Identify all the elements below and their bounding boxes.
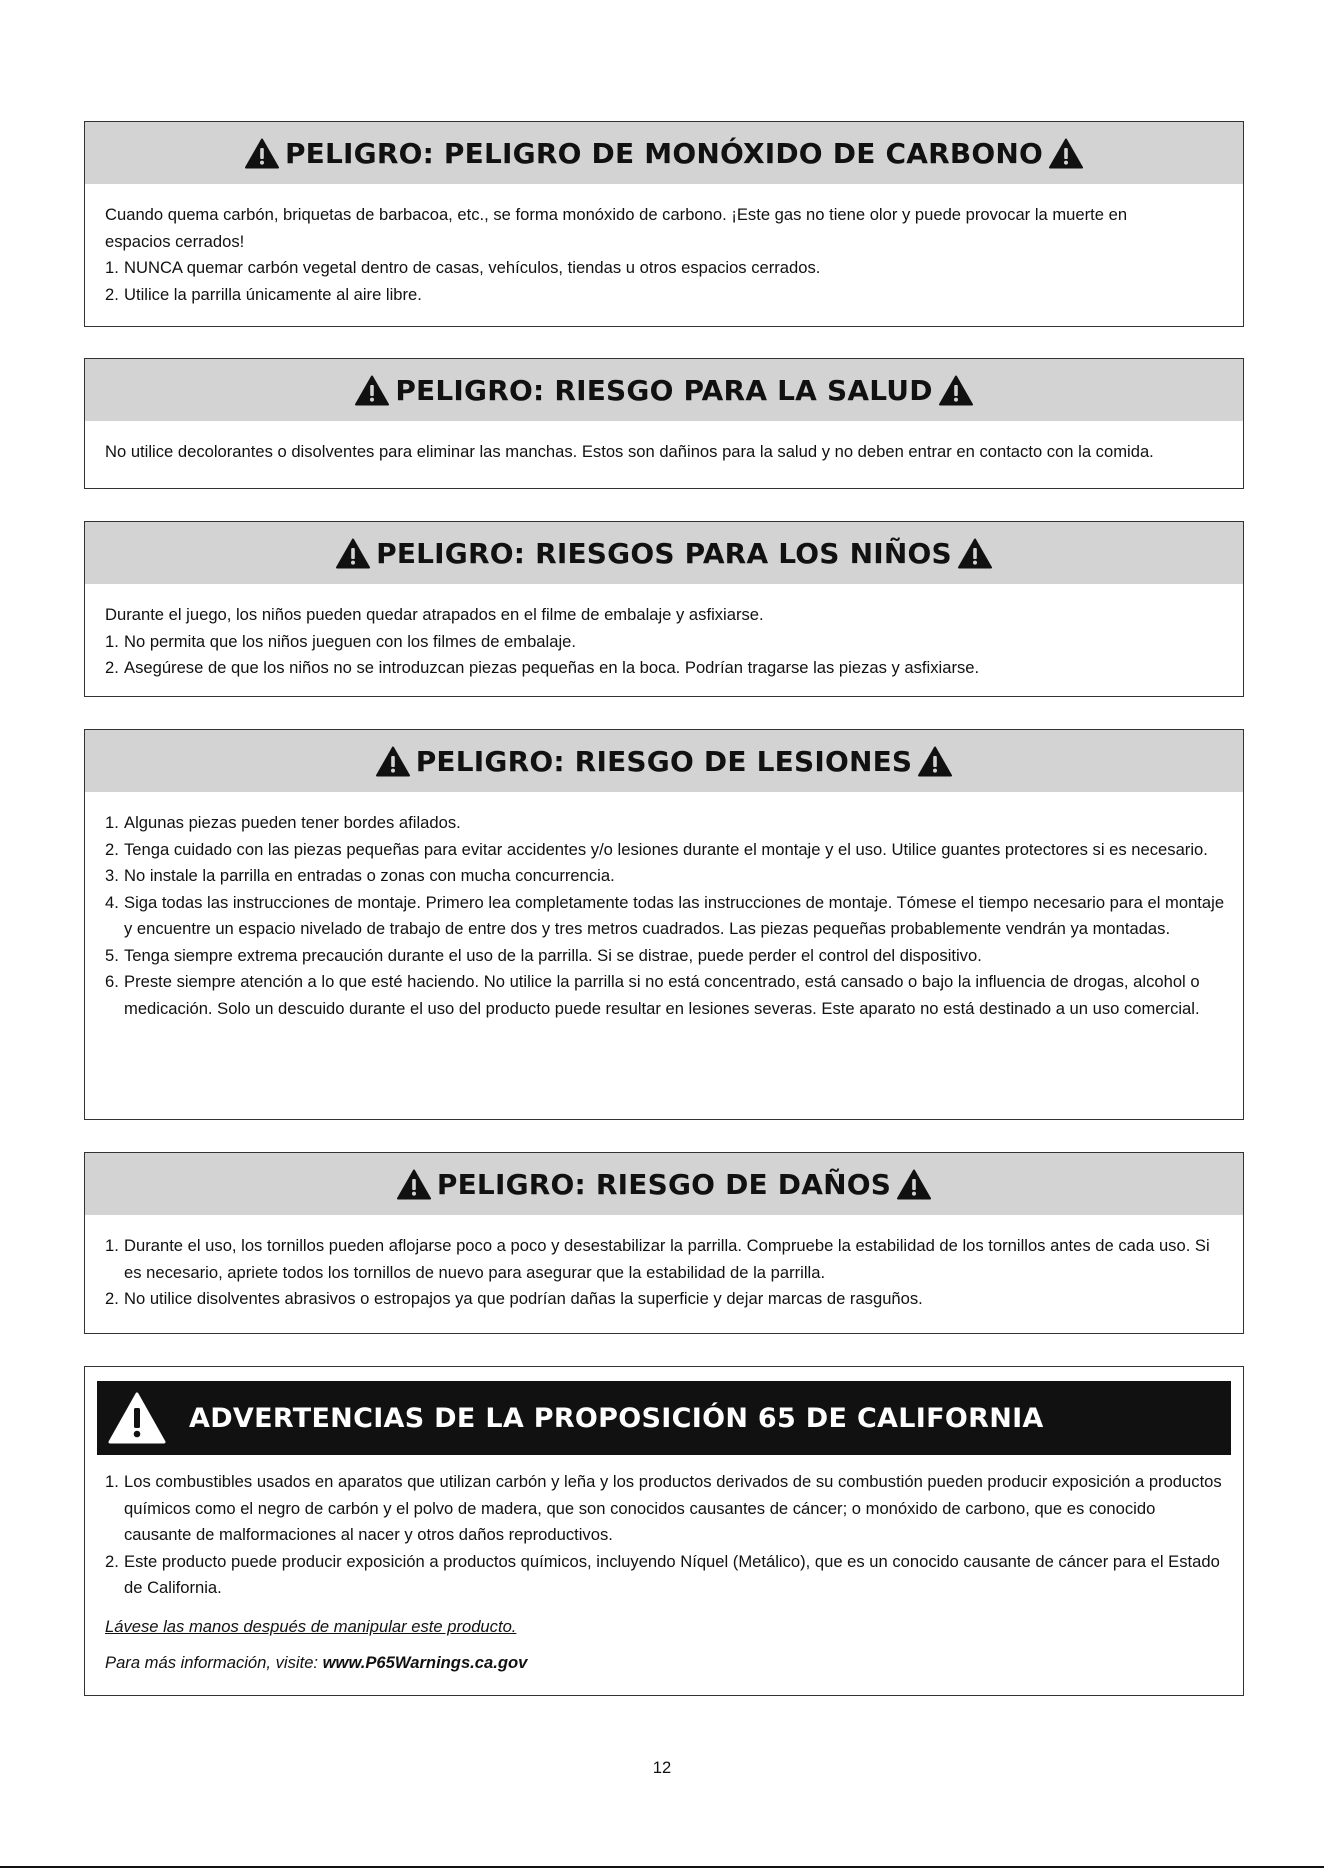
item-text: Asegúrese de que los niños no se introduzcan piezas pequeñas en la boca. Podrían tragarse las piezas y asfixiarse. [124, 658, 980, 677]
warning-body [85, 584, 1243, 696]
list-item [105, 890, 1225, 943]
item-text: Este producto puede producir exposición a productos químicos, incluyendo Níquel (Metálico), que es un conocido causante de cáncer para el Estado de California. [124, 1551, 1220, 1597]
warning-box-health [84, 358, 1244, 489]
more-info-line [105, 1650, 1225, 1677]
wash-hands-notice: Lávese las manos después de manipular este producto. [105, 1616, 517, 1636]
list-item [105, 837, 1225, 864]
list-item [105, 810, 1225, 837]
item-number: 2. [105, 839, 119, 859]
item-number: 2. [105, 1289, 119, 1308]
warning-triangle-icon [107, 1391, 167, 1445]
warning-triangle-icon [245, 138, 279, 169]
warning-body [85, 792, 1243, 1036]
prop65-body [85, 1455, 1243, 1691]
item-number: 4. [105, 892, 119, 912]
warning-triangle-icon [1049, 138, 1083, 169]
item-number: 2. [105, 1551, 119, 1571]
prop65-title: ADVERTENCIAS DE LA PROPOSICIÓN 65 DE CALIFORNIA [189, 1402, 1044, 1434]
warning-box-children [84, 521, 1244, 697]
warning-box-damage [84, 1152, 1244, 1334]
warning-title: PELIGRO: RIESGOS PARA LOS NIÑOS [376, 536, 952, 570]
warning-header [85, 522, 1243, 584]
item-text: NUNCA quemar carbón vegetal dentro de casas, vehículos, tiendas u otros espacios cerrados. [124, 258, 821, 277]
warning-title: PELIGRO: RIESGO DE LESIONES [415, 744, 913, 778]
item-text: Algunas piezas pueden tener bordes afilados. [124, 813, 461, 832]
intro-line: Cuando quema carbón, briquetas de barbacoa, etc., se forma monóxido de carbono. ¡Este gas no tiene olor y puede provocar la muerte en [105, 205, 1128, 224]
list-item [105, 1549, 1225, 1602]
more-info-url: www.P65Warnings.ca.gov [322, 1653, 528, 1672]
warning-header [85, 122, 1243, 184]
item-text: Siga todas las instrucciones de montaje. Primero lea completamente todas las instrucciones de montaje. Tómese el tiempo necesario para el montaje y encuentre un espacio nivelado de trabajo de entre dos y tres metros cuadrados. Las piezas pequeñas probablemente vendrán ya montadas. [124, 892, 1225, 938]
warning-body [85, 421, 1243, 480]
warning-triangle-icon [939, 375, 973, 406]
list-item [105, 863, 1225, 890]
list-item [105, 1233, 1225, 1286]
warning-triangle-icon [958, 538, 992, 569]
warning-triangle-icon [376, 746, 410, 777]
item-text: No utilice disolventes abrasivos o estropajos ya que podrían dañas la superficie y dejar marcas de rasguños. [124, 1289, 923, 1308]
intro-line: espacios cerrados! [105, 231, 245, 251]
list-item [105, 282, 1225, 309]
list-item [105, 655, 1225, 682]
warning-header [85, 1153, 1243, 1215]
item-text: Los combustibles usados en aparatos que utilizan carbón y leña y los productos derivados de su combustión pueden producir exposición a productos químicos como el negro de carbón y el polvo de madera, que son conocidos causantes de cáncer; o monóxido de carbono, que es conocido causante de malformaciones al nacer y otros daños reproductivos. [124, 1472, 1222, 1544]
item-number: 5. [105, 945, 119, 965]
warning-triangle-icon [897, 1169, 931, 1200]
warning-triangle-icon [918, 746, 952, 777]
warning-title: PELIGRO: RIESGO PARA LA SALUD [395, 373, 933, 407]
item-number: 1. [105, 631, 119, 651]
more-info-prefix: Para más información, visite: [105, 1653, 323, 1672]
page-number: 12 [652, 1758, 672, 1777]
prop65-header [97, 1381, 1231, 1455]
item-number: 6. [105, 972, 119, 991]
list-item [105, 943, 1225, 970]
list-item [105, 969, 1225, 1022]
item-number: 3. [105, 866, 119, 885]
prop65-box [84, 1366, 1244, 1696]
warning-triangle-icon [336, 538, 370, 569]
list-item [105, 1469, 1225, 1549]
warning-header [85, 730, 1243, 792]
warning-box-carbon-monoxide [84, 121, 1244, 327]
item-text: No permita que los niños jueguen con los filmes de embalaje. [124, 631, 576, 651]
bottom-rule [0, 1866, 1324, 1868]
item-number: 1. [105, 1236, 119, 1255]
item-text: Durante el uso, los tornillos pueden aflojarse poco a poco y desestabilizar la parrilla. Compruebe la estabilidad de los tornillos antes de cada uso. Si es necesario, apriete todos los tornillos de nuevo para asegurar que la estabilidad de la parrilla. [124, 1236, 1210, 1282]
warning-header [85, 359, 1243, 421]
item-text: No instale la parrilla en entradas o zonas con mucha concurrencia. [124, 866, 615, 885]
item-number: 2. [105, 284, 119, 304]
intro-line: No utilice decolorantes o disolventes para eliminar las manchas. Estos son dañinos para la salud y no deben entrar en contacto con la comida. [105, 442, 1154, 461]
warning-title: PELIGRO: RIESGO DE DAÑOS [436, 1167, 892, 1201]
warning-triangle-icon [397, 1169, 431, 1200]
intro-line: Durante el juego, los niños pueden quedar atrapados en el filme de embalaje y asfixiarse. [105, 605, 764, 624]
list-item [105, 629, 1225, 656]
item-number: 1. [105, 1472, 119, 1491]
warning-box-injuries [84, 729, 1244, 1120]
warning-body [85, 1215, 1243, 1327]
warning-triangle-icon [355, 375, 389, 406]
warning-body [85, 184, 1243, 322]
item-text: Preste siempre atención a lo que esté haciendo. No utilice la parrilla si no está concentrado, está cansado o bajo la influencia de drogas, alcohol o medicación. Solo un descuido durante el uso del producto puede resultar en lesiones severas. Este aparato no está destinado a un uso comercial. [124, 972, 1200, 1018]
item-number: 1. [105, 258, 119, 277]
item-number: 2. [105, 658, 119, 677]
warning-title: PELIGRO: PELIGRO DE MONÓXIDO DE CARBONO [284, 136, 1044, 170]
list-item [105, 1286, 1225, 1313]
item-number: 1. [105, 813, 119, 832]
item-text: Tenga cuidado con las piezas pequeñas para evitar accidentes y/o lesiones durante el montaje y el uso. Utilice guantes protectores si es necesario. [124, 839, 1208, 859]
item-text: Tenga siempre extrema precaución durante el uso de la parrilla. Si se distrae, puede perder el control del dispositivo. [124, 945, 982, 965]
item-text: Utilice la parrilla únicamente al aire libre. [124, 284, 422, 304]
list-item [105, 255, 1225, 282]
